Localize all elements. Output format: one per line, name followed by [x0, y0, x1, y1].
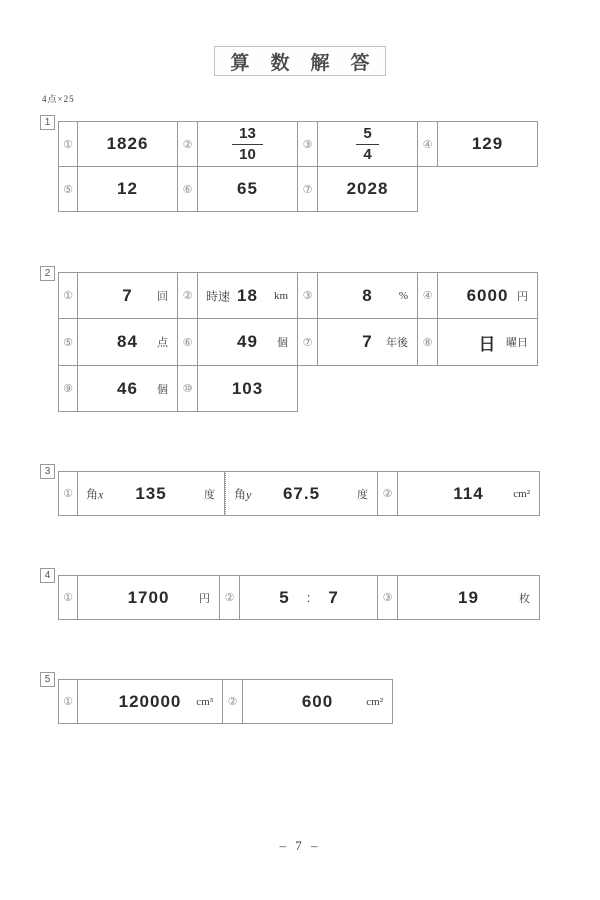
sheet-title-box — [214, 46, 391, 76]
answer-unit: 曜日 — [506, 337, 528, 349]
item-label: ③ — [298, 121, 318, 167]
answer-cell — [78, 679, 223, 724]
item-label: ② — [220, 575, 240, 620]
table-row — [58, 167, 538, 212]
item-label: ④ — [418, 121, 438, 167]
answer-value: 46 — [117, 378, 138, 398]
item-label: ② — [378, 471, 398, 516]
answer-value: 67.5 — [282, 483, 321, 503]
answer-cell — [398, 575, 540, 620]
answer-cell — [198, 121, 298, 167]
item-label: ⑩ — [178, 366, 198, 412]
answer-cell — [318, 319, 418, 366]
ratio-separator: : — [306, 590, 311, 605]
fraction-numerator: 13 — [232, 125, 263, 144]
answer-unit: 年後 — [386, 337, 408, 349]
answer-unit: 回 — [157, 290, 168, 303]
answer-cell — [78, 167, 178, 212]
item-label: ⑧ — [418, 319, 438, 366]
page-number: – 7 – — [279, 838, 321, 853]
item-label: ④ — [418, 272, 438, 319]
answer-unit: cm² — [366, 695, 383, 708]
answer-value: 2028 — [346, 179, 389, 198]
item-label: ③ — [298, 272, 318, 319]
answer-value: 129 — [471, 134, 504, 153]
answer-cell — [318, 121, 418, 167]
answer-unit: cm³ — [196, 695, 213, 708]
item-label: ⑨ — [58, 366, 78, 412]
answer-cell — [318, 272, 418, 319]
fraction-denominator: 10 — [239, 145, 256, 163]
item-label: ① — [58, 679, 78, 724]
item-label: ① — [58, 575, 78, 620]
angle-variable: x — [98, 487, 104, 501]
ratio-answer — [279, 588, 338, 608]
item-label: ⑦ — [298, 167, 318, 212]
answer-value: 1700 — [127, 587, 170, 607]
table-row — [58, 121, 538, 167]
answer-unit: cm² — [513, 487, 530, 500]
answer-value: 135 — [135, 483, 167, 503]
answer-prefix: 角y — [234, 487, 252, 501]
item-label: ⑥ — [178, 319, 198, 366]
section-number-5: 5 — [40, 672, 55, 687]
item-label: ② — [178, 272, 198, 319]
answer-cell — [78, 121, 178, 167]
answer-table-2 — [58, 272, 538, 412]
answer-cell — [243, 679, 393, 724]
answer-cell — [78, 319, 178, 366]
answer-value: 18 — [237, 285, 258, 305]
answer-unit: % — [398, 289, 408, 302]
answer-cell — [438, 319, 538, 366]
answer-value: 1826 — [106, 134, 149, 153]
answer-value: 103 — [231, 378, 264, 398]
section-number-3: 3 — [40, 464, 55, 479]
answer-value: 19 — [458, 587, 479, 607]
answer-value: 120000 — [118, 691, 182, 711]
ratio-left-value: 5 — [279, 587, 289, 607]
answer-table-3 — [58, 471, 540, 516]
answer-value: 49 — [237, 332, 258, 351]
answer-value: 84 — [117, 332, 138, 351]
answer-cell — [78, 575, 220, 620]
answer-cell — [398, 471, 540, 516]
fraction-numerator: 5 — [356, 125, 378, 144]
answer-value: 7 — [362, 332, 373, 351]
answer-cell — [438, 272, 538, 319]
answer-value: 8 — [362, 285, 373, 305]
answer-unit: 点 — [157, 337, 168, 349]
item-label: ⑤ — [58, 319, 78, 366]
answer-table-5 — [58, 679, 393, 724]
answer-value: 12 — [117, 179, 138, 198]
answer-value: 65 — [237, 179, 258, 198]
sheet-title: 算数解答 — [230, 52, 391, 74]
answer-cell — [198, 167, 298, 212]
table-row — [58, 575, 540, 620]
answer-value: 日 — [478, 334, 497, 354]
item-label: ⑤ — [58, 167, 78, 212]
answer-unit: 度 — [357, 488, 368, 501]
angle-variable: y — [246, 487, 252, 501]
answer-unit: 個 — [157, 383, 168, 396]
answer-cell — [198, 272, 298, 319]
answer-unit: 枚 — [519, 592, 530, 605]
answer-unit: km — [273, 289, 288, 302]
item-label: ⑥ — [178, 167, 198, 212]
answer-cell — [318, 167, 418, 212]
fraction-answer — [356, 125, 378, 163]
table-row — [58, 679, 393, 724]
answer-prefix: 角x — [86, 487, 104, 501]
answer-cell — [438, 121, 538, 167]
answer-unit: 円 — [199, 592, 210, 605]
fraction-denominator: 4 — [363, 145, 372, 163]
section-number-2: 2 — [40, 266, 55, 281]
item-label: ② — [178, 121, 198, 167]
answer-value: 6000 — [466, 285, 509, 305]
answer-table-1 — [58, 121, 538, 212]
section-number-4: 4 — [40, 568, 55, 583]
item-label: ③ — [378, 575, 398, 620]
answer-value: 114 — [453, 483, 484, 503]
answer-table-4 — [58, 575, 540, 620]
table-row — [58, 471, 540, 516]
table-row — [58, 272, 538, 319]
item-label: ① — [58, 272, 78, 319]
answer-cell — [198, 366, 298, 412]
answer-prefix: 時速 — [206, 289, 231, 303]
answer-cell — [78, 471, 225, 516]
answer-unit: 円 — [517, 290, 528, 303]
answer-cell — [198, 319, 298, 366]
answer-cell — [240, 575, 378, 620]
answer-value: 7 — [122, 285, 133, 305]
item-label: ① — [58, 121, 78, 167]
item-label: ① — [58, 471, 78, 516]
section-number-1: 1 — [40, 115, 55, 130]
table-row — [58, 319, 538, 366]
answer-cell — [225, 471, 378, 516]
points-note: 4点×25 — [42, 94, 75, 104]
answer-value: 600 — [301, 691, 334, 711]
answer-unit: 度 — [204, 488, 215, 501]
ratio-right-value: 7 — [328, 587, 338, 607]
fraction-answer — [232, 125, 263, 163]
item-label: ② — [223, 679, 243, 724]
item-label: ⑦ — [298, 319, 318, 366]
answer-cell — [78, 366, 178, 412]
answer-unit: 個 — [277, 337, 288, 349]
answer-cell — [78, 272, 178, 319]
table-row — [58, 366, 538, 412]
